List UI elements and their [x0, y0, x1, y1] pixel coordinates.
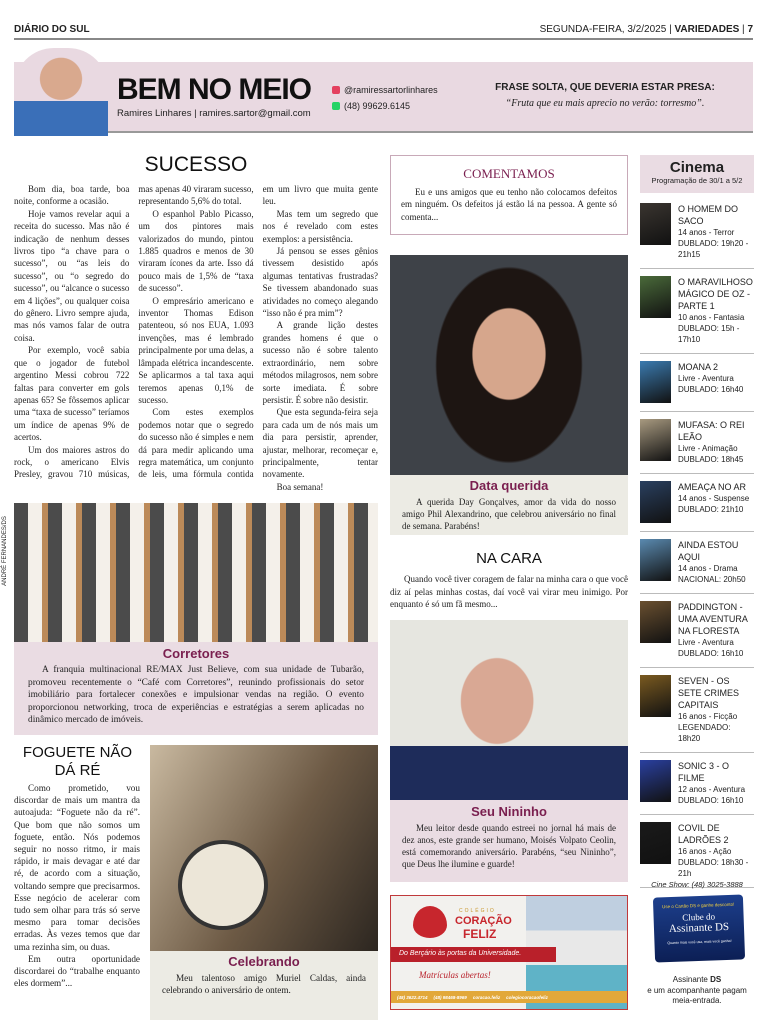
caption-title: Seu Nininho [471, 804, 547, 819]
column-title: BEM NO MEIO [117, 73, 312, 106]
na-cara-title: NA CARA [476, 550, 542, 567]
heart-logo-icon [413, 906, 447, 938]
photo-credit: ANDRÉ FERNANDES/DS [2, 516, 8, 586]
caption-title: Celebrando [228, 954, 300, 969]
drum-graphic [178, 840, 268, 930]
movie-item [640, 668, 754, 753]
caption-title: Data querida [469, 478, 549, 493]
paragraph: Que esta segunda-feira seja para cada um de nós mais um dia para persistir, aprender, ajustar, melhorar, recomeçar e, principalmente, tentar novamente. [262, 407, 378, 480]
movie-times: DUBLADO: 15h - 17h10 [678, 324, 740, 344]
movie-times: DUBLADO: 16h10 [678, 796, 744, 805]
movie-poster [640, 675, 671, 717]
movie-item [640, 594, 754, 668]
movie-item [640, 269, 754, 354]
subscriber-card: Use o Cartão DS e ganhe desconto! Clube do Assinante DS Quanto mais você usa, mais você ganha! [653, 894, 745, 962]
paragraph: Hoje vamos revelar aqui a receita do sucesso. Mas não é indicação de nenhum desses livros tipo “a chave para o sucesso”, ou “as leis do sucesso”, ou “o segredo do sucesso”, ou “alcance o sucesso em 4 lições”, ou qualquer coisa do gênero. Livro sempre ajuda, mas nós vamos falar de outra coisa. [14, 208, 130, 343]
movie-item [640, 753, 754, 815]
ad-slogan: Do Berçário às portas da Universidade. [391, 947, 556, 962]
comentamos-title: COMENTAMOS [463, 166, 555, 181]
quote-text: “Fruta que eu mais aprecio no verão: torresmo”. [505, 98, 705, 109]
movie-poster [640, 760, 671, 802]
cinema-header [640, 155, 754, 193]
paragraph: Em outra oportunidade discordarei do “trabalhe enquanto eles dormem”... [14, 953, 140, 989]
foguete-title: FOGUETE NÃO DÁ RÉ [22, 744, 133, 779]
paragraph: Com estes exemplos podemos notar que o segredo do sucesso não é simples e nem dá para medir aplicando uma regra matemática, um conjunto de leis, uma fórmula contida em um livro que muita gente leu. [138, 184, 378, 480]
movie-item [640, 412, 754, 474]
instagram-icon [332, 86, 340, 94]
celebrando-photo [150, 745, 378, 951]
paragraph: Boa semana! [276, 481, 324, 492]
subscriber-note: Assinante DS e um acompanhante pagam meia-entrada. [647, 975, 747, 1005]
quote-title: FRASE SOLTA, QUE DEVERIA ESTAR PRESA: [495, 82, 715, 93]
movie-times: DUBLADO: 18h30 - 21h [678, 858, 749, 878]
paragraph: Como prometido, vou discordar de mais um mantra da autoajuda: “Foguete não da ré”. Que bom que não somos um foguete, então. Nós podemos seguir no nosso ritmo, ir mais rápido, ir mais devagar e até dar ré, de acordo com a situação, voltando sempre que precisarmos. Esse negócio de acelerar com tudo sem olhar para trás só serve mesmo para tomar decisões erradas. Às vezes temos que dar uma rezinha sim, ou duas. [14, 783, 140, 952]
movie-poster [640, 539, 671, 581]
instagram-contact[interactable]: @ramiressartorlinhares [332, 85, 438, 95]
movie-info: 14 anos - Terror [678, 228, 735, 237]
movie-title: PADDINGTON - UMA AVENTURA NA FLORESTA [678, 602, 748, 636]
caption-text: A querida Day Gonçalves, amor da vida do nosso amigo Phil Alexandrino, que celebrou aniversário no final de semana. Parabéns! [402, 497, 616, 531]
movie-poster [640, 419, 671, 461]
movie-list [640, 196, 754, 888]
movie-title: O MARAVILHOSO MÁGICO DE OZ -PARTE 1 [678, 277, 753, 311]
movie-poster [640, 361, 671, 403]
movie-title: O HOMEM DO SACO [678, 204, 738, 226]
movie-times: DUBLADO: 18h45 [678, 455, 744, 464]
caption-title: Corretores [162, 646, 230, 661]
movie-info: Livre - Animação [678, 444, 738, 453]
movie-times: LEGENDADO: 18h20 [678, 723, 731, 743]
movie-poster [640, 601, 671, 643]
movie-item [640, 474, 754, 532]
caption-text: A franquia multinacional RE/MAX Just Believe, com sua unidade de Tubarão, promoveu recentemente o “Café com Corretores”, reunindo profissionais do setor imobiliário para fortalecer conexões e impulsionar vendas na região. O evento proporcionou networking, troca de experiências e estratégias a serem aplicadas no dinâmico mercado de imóveis. [28, 665, 364, 725]
movie-title: MUFASA: O REI LEÃO [678, 420, 745, 442]
movie-title: AMEAÇA NO AR [678, 482, 747, 492]
sucesso-article [14, 183, 378, 493]
movie-poster [640, 276, 671, 318]
movie-poster [640, 203, 671, 245]
comentamos-text: Eu e uns amigos que eu tenho não colocamos defeitos em ninguém. Os defeitos já estão lá na pessoa. A gente só comenta... [401, 187, 617, 222]
cinema-title: Cinema [669, 159, 725, 176]
page-info: SEGUNDA-FEIRA, 3/2/2025 | VARIEDADES | 7 [539, 23, 753, 35]
whatsapp-contact[interactable]: (48) 99629.6145 [332, 101, 410, 111]
paragraph: Quando você tiver coragem de falar na minha cara o que você diz aí pelas minhas costas, daí você vai virar meu inimigo. Por enquanto é só um fã mesmo... [390, 574, 628, 609]
movie-times: DUBLADO: 19h20 - 21h15 [678, 239, 749, 259]
celebrando-caption [150, 951, 378, 1020]
movie-times: DUBLADO: 21h10 [678, 505, 744, 514]
ad-brand-small: COLÉGIO [459, 908, 496, 914]
paragraph: Por exemplo, você sabia que o jogador de futebol argentino Messi cobrou 722 faltas para converter em gols apenas 65? Se fôssemos aplicar uma “taxa de sucesso” teríamos um índice de apenas 9% de acertos. [14, 345, 130, 443]
paragraph: Já pensou se esses gênios tivessem desistido após algumas tentativas frustradas? Se tivessem abandonado suas atividades no começo alegando “isso não é pra mim”? [262, 246, 378, 319]
ad-cta: Matrículas abertas! [419, 970, 491, 980]
ad-colegio-coracao-feliz[interactable] [390, 895, 628, 1010]
corretores-caption [14, 642, 378, 735]
movie-info: Livre - Aventura [678, 638, 734, 647]
ad-brand: CORAÇÃO [455, 915, 512, 927]
paragraph: O espanhol Pablo Picasso, um dos pintores mais valorizados do mundo, pintou 1.885 quadros e menos de 30 viraram ícones da arte. Isso dá pouco mais de 1,5% de “taxa de sucesso”. [138, 208, 254, 294]
movie-title: SONIC 3 - O FILME [678, 761, 730, 783]
movie-item [640, 196, 754, 269]
sucesso-title: SUCESSO [144, 153, 248, 176]
movie-info: 14 anos - Drama [678, 564, 738, 573]
movie-poster [640, 481, 671, 523]
movie-info: 16 anos - Ação [678, 847, 732, 856]
movie-times: DUBLADO: 16h40 [678, 385, 744, 394]
byline: Ramires Linhares | ramires.sartor@gmail.com [117, 108, 311, 119]
paragraph: A grande lição destes grandes homens é que o sucesso não é sobre talento extraordinário, nem sobre métodos milagrosos, nem sobre sorte imediata. É sobre persistir. É sobre não desistir. [262, 320, 378, 405]
page-header [14, 20, 753, 40]
movie-item [640, 815, 754, 888]
movie-poster [640, 822, 671, 864]
foguete-article [14, 782, 140, 989]
comentamos-box [390, 155, 628, 235]
movie-info: Livre - Aventura [678, 374, 734, 383]
day-goncalves-photo [390, 255, 628, 475]
paragraph: Mas tem um segredo que nos é revelado com estes exemplos: a persistência. [262, 208, 378, 244]
corretores-photo [14, 503, 378, 642]
movie-info: 16 anos - Ficção [678, 712, 738, 721]
movie-times: NACIONAL: 20h50 [678, 575, 746, 584]
movie-item [640, 532, 754, 594]
caption-text: Meu leitor desde quando estreei no jornal há mais de dez anos, este grande ser humano, Moisés Volpato Ceolin, está comemorando aniversário. Parabéns, “seu Nininho”, que Deus lhe ilumine e guarde! [402, 823, 616, 869]
cinema-subtitle: Programação de 30/1 a 5/2 [651, 176, 743, 185]
paragraph: Um dos maiores astros do rock, o americano Elvis Presley, gravou 710 músicas, mas apenas 40 viraram sucesso, representando 5,6% do total. [14, 184, 254, 480]
paragraph: O empresário americano e inventor Thomas Edison patenteou, só nos EUA, 1.093 invenções, mas é lembrado principalmente por uma delas, a lâmpada elétrica incandescente. Se aplicarmos a tal taxa aqui teremos apenas 0,1% de sucesso. [138, 295, 254, 405]
paper-name: DIÁRIO DO SUL [14, 23, 90, 35]
ad-brand: FELIZ [463, 927, 497, 941]
caption-text: Meu talentoso amigo Muriel Caldas, ainda celebrando o aniversário de ontem. [162, 973, 366, 995]
movie-title: COVIL DE LADRÕES 2 [678, 823, 729, 845]
movie-title: MOANA 2 [678, 362, 719, 372]
author-photo [14, 48, 108, 136]
seu-nininho-caption [390, 800, 628, 882]
movie-info: 12 anos - Aventura [678, 785, 746, 794]
whatsapp-icon [332, 102, 340, 110]
ad-contacts: (48) 3622.4714 (48) 98468-8969 coracao.feliz colegiocoracaofeliz [391, 991, 628, 1003]
movie-title: SEVEN - OS SETE CRIMES CAPITAIS [678, 676, 740, 710]
seu-nininho-photo [390, 620, 628, 800]
data-querida-caption [390, 475, 628, 535]
movie-title: AINDA ESTOU AQUI [678, 540, 739, 562]
movie-times: DUBLADO: 16h10 [678, 649, 744, 658]
cine-phone: Cine Show: (48) 3025-3888 [651, 880, 743, 889]
movie-item [640, 354, 754, 412]
movie-info: 10 anos - Fantasia [678, 313, 745, 322]
na-cara-article [390, 573, 628, 611]
paragraph: Bom dia, boa tarde, boa noite, conforme a ocasião. [14, 184, 130, 207]
movie-info: 14 anos - Suspense [678, 494, 750, 503]
